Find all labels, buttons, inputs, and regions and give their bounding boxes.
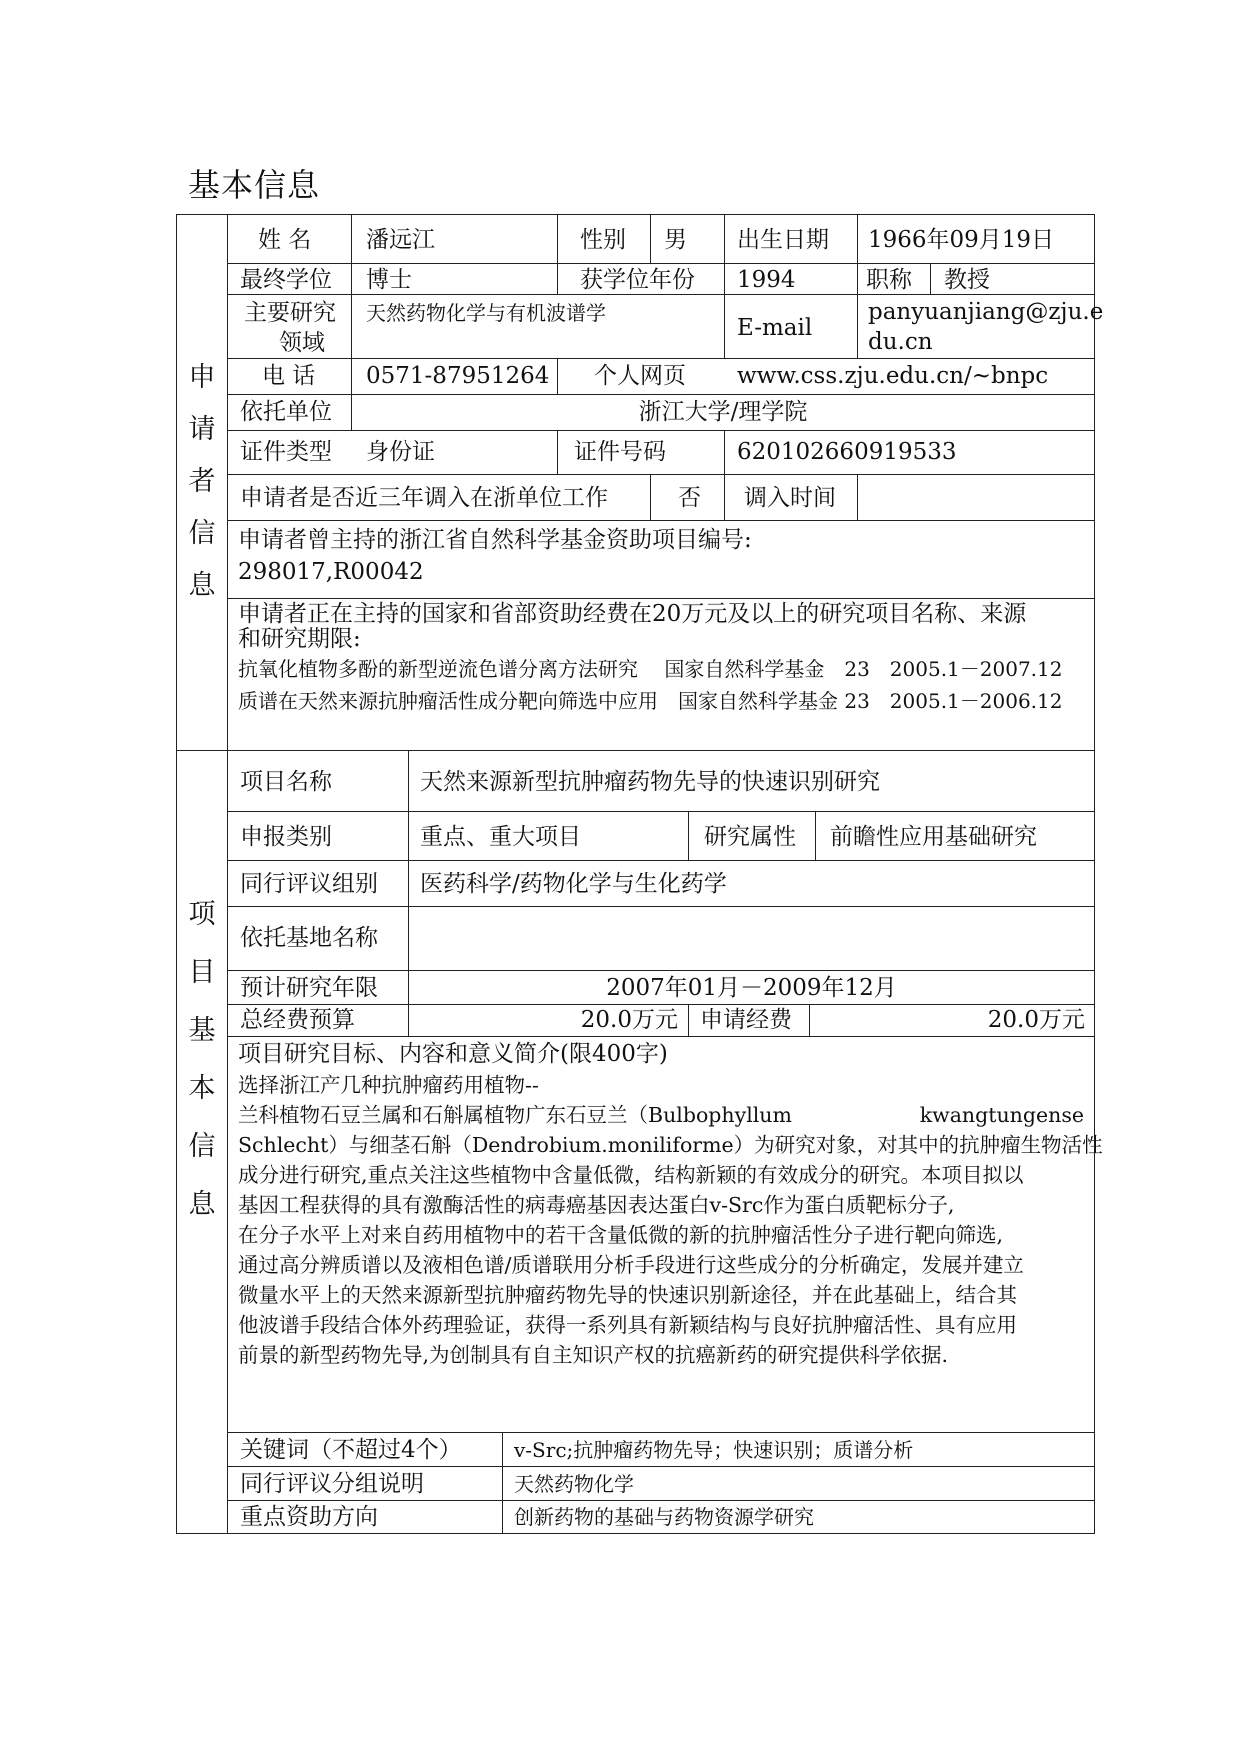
attr-value: 前瞻性应用基础研究 [830,824,1037,850]
divider [227,1500,1095,1501]
divider [227,1432,1095,1433]
prev-projects-value: 298017,R00042 [238,559,424,585]
divider [227,520,1095,521]
phone-value: 0571-87951264 [366,363,550,389]
category-label: 申报类别 [240,824,332,850]
divider [227,1036,1095,1037]
email-label: E-mail [737,315,813,341]
gender-value: 男 [664,227,687,253]
id-type-value: 身份证 [366,439,435,465]
unit-value: 浙江大学/理学院 [638,399,808,425]
transfer-answer: 否 [678,485,701,511]
divider [227,598,1095,599]
unit-label: 依托单位 [240,399,332,425]
apply-label: 申请经费 [700,1007,792,1033]
divider [227,263,1095,264]
divider [227,358,1095,359]
applicant-side-label: 申 请 者 信 息 [188,362,216,601]
budget-label: 总经费预算 [240,1007,355,1033]
prev-projects-label: 申请者曾主持的浙江省自然科学基金资助项目编号: [238,527,752,553]
base-label: 依托基地名称 [240,925,378,951]
group-note-value: 天然药物化学 [514,1472,634,1496]
divider [724,430,725,520]
divider [227,394,1095,395]
review-group-label: 同行评议组别 [240,871,378,897]
current-projects-label: 申请者正在主持的国家和省部资助经费在20万元及以上的研究项目名称、来源 和研究期限: [238,601,1027,652]
title-value: 教授 [944,267,990,293]
gender-label: 性别 [580,227,626,253]
attr-label: 研究属性 [704,824,796,850]
divider [688,1004,689,1036]
id-no-value: 620102660919533 [737,439,957,465]
transfer-question: 申请者是否近三年调入在浙单位工作 [240,485,608,511]
degree-year-value: 1994 [737,267,796,293]
id-no-label: 证件号码 [574,439,666,465]
keywords-value: v-Src;抗肿瘤药物先导；快速识别；质谱分析 [514,1438,914,1462]
review-group-value: 医药科学/药物化学与生化药学 [420,871,727,897]
email-value: panyuanjiang@zju.e du.cn [868,299,1104,355]
divider [857,214,858,263]
project-side-label: 项 目 基 本 信 息 [188,899,216,1220]
period-label: 预计研究年限 [240,975,378,1001]
project-name-value: 天然来源新型抗肿瘤药物先导的快速识别研究 [420,769,880,795]
divider [724,214,725,358]
divider [227,906,1095,907]
name-label: 姓 名 [258,227,312,253]
divider [857,474,858,520]
divider [650,214,651,263]
page-title: 基本信息 [188,166,321,204]
divider [557,214,558,294]
title-label: 职称 [866,267,912,293]
group-note-label: 同行评议分组说明 [240,1471,424,1497]
focus-label: 重点资助方向 [240,1504,378,1530]
divider [650,474,651,520]
divider [930,263,931,294]
project-name-label: 项目名称 [240,769,332,795]
degree-label: 最终学位 [240,267,332,293]
apply-value: 20.0万元 [987,1007,1085,1033]
divider [502,1432,503,1534]
summary-label: 项目研究目标、内容和意义简介(限400字) [238,1041,668,1067]
budget-value: 20.0万元 [580,1007,678,1033]
divider [227,294,1095,295]
divider [227,860,1095,861]
field-value: 天然药物化学与有机波谱学 [366,301,606,325]
keywords-label: 关键词（不超过4个） [240,1437,462,1463]
transfer-time-label: 调入时间 [744,485,836,511]
divider [227,970,1095,971]
divider [557,430,558,474]
birth-value: 1966年09月19日 [868,227,1055,253]
current-project-row: 质谱在天然来源抗肿瘤活性成分靶向筛选中应用 国家自然科学基金 23 2005.1－2006.12 [238,689,1063,713]
divider [857,263,858,358]
phone-label: 电 话 [262,363,316,389]
divider [227,430,1095,431]
field-label: 主要研究 领域 [244,300,336,356]
current-project-row: 抗氧化植物多酚的新型逆流色谱分离方法研究 国家自然科学基金 23 2005.1－2007.12 [238,657,1063,681]
degree-year-label: 获学位年份 [580,267,695,293]
divider [176,750,1095,751]
category-value: 重点、重大项目 [420,824,581,850]
degree-value: 博士 [366,267,412,293]
divider [557,358,558,394]
divider [227,1466,1095,1467]
divider [815,811,816,860]
homepage-value: www.css.zju.edu.cn/~bnpc [737,363,1049,389]
summary-text: 选择浙江产几种抗肿瘤药用植物-- 兰科植物石豆兰属和石斛属植物广东石豆兰（Bulbophyllum kwangtungense Schlecht）与细茎石斛（Dendrobium.moniliforme）为研究对象，对其中的抗肿瘤生物活性 成分进行研究,重点关注这些植物中含量低微，结构新颖的有效成分的研究。本项目拟以 基因工程获得的具有激酶活性的病毒癌基因表达蛋白v-Src作为蛋白质靶标分子, 在分子水平上对来自药用植物中的若干含量低微的新的抗肿瘤活性分子进行靶向筛选, 通过高分辨质谱以及液相色谱/质谱联用分析手段进行这些成分的分析确定，发展并建立 微量水平上的天然来源新型抗肿瘤药物先导的快速识别新途径，并在此基础上，结合其 他波谱手段结合体外药理验证，获得一系列具有新颖结构与良好抗肿瘤活性、具有应用 前景的新型药物先导,为创制具有自主知识产权的抗癌新药的研究提供科学依据. [238,1073,1103,1367]
period-value: 2007年01月－2009年12月 [606,975,897,1001]
divider [688,811,689,860]
homepage-label: 个人网页 [594,363,686,389]
focus-value: 创新药物的基础与药物资源学研究 [514,1505,814,1529]
name-value: 潘远江 [366,227,435,253]
divider [227,1004,1095,1005]
divider [227,474,1095,475]
birth-label: 出生日期 [737,227,829,253]
id-type-label: 证件类型 [240,439,332,465]
divider [227,811,1095,812]
